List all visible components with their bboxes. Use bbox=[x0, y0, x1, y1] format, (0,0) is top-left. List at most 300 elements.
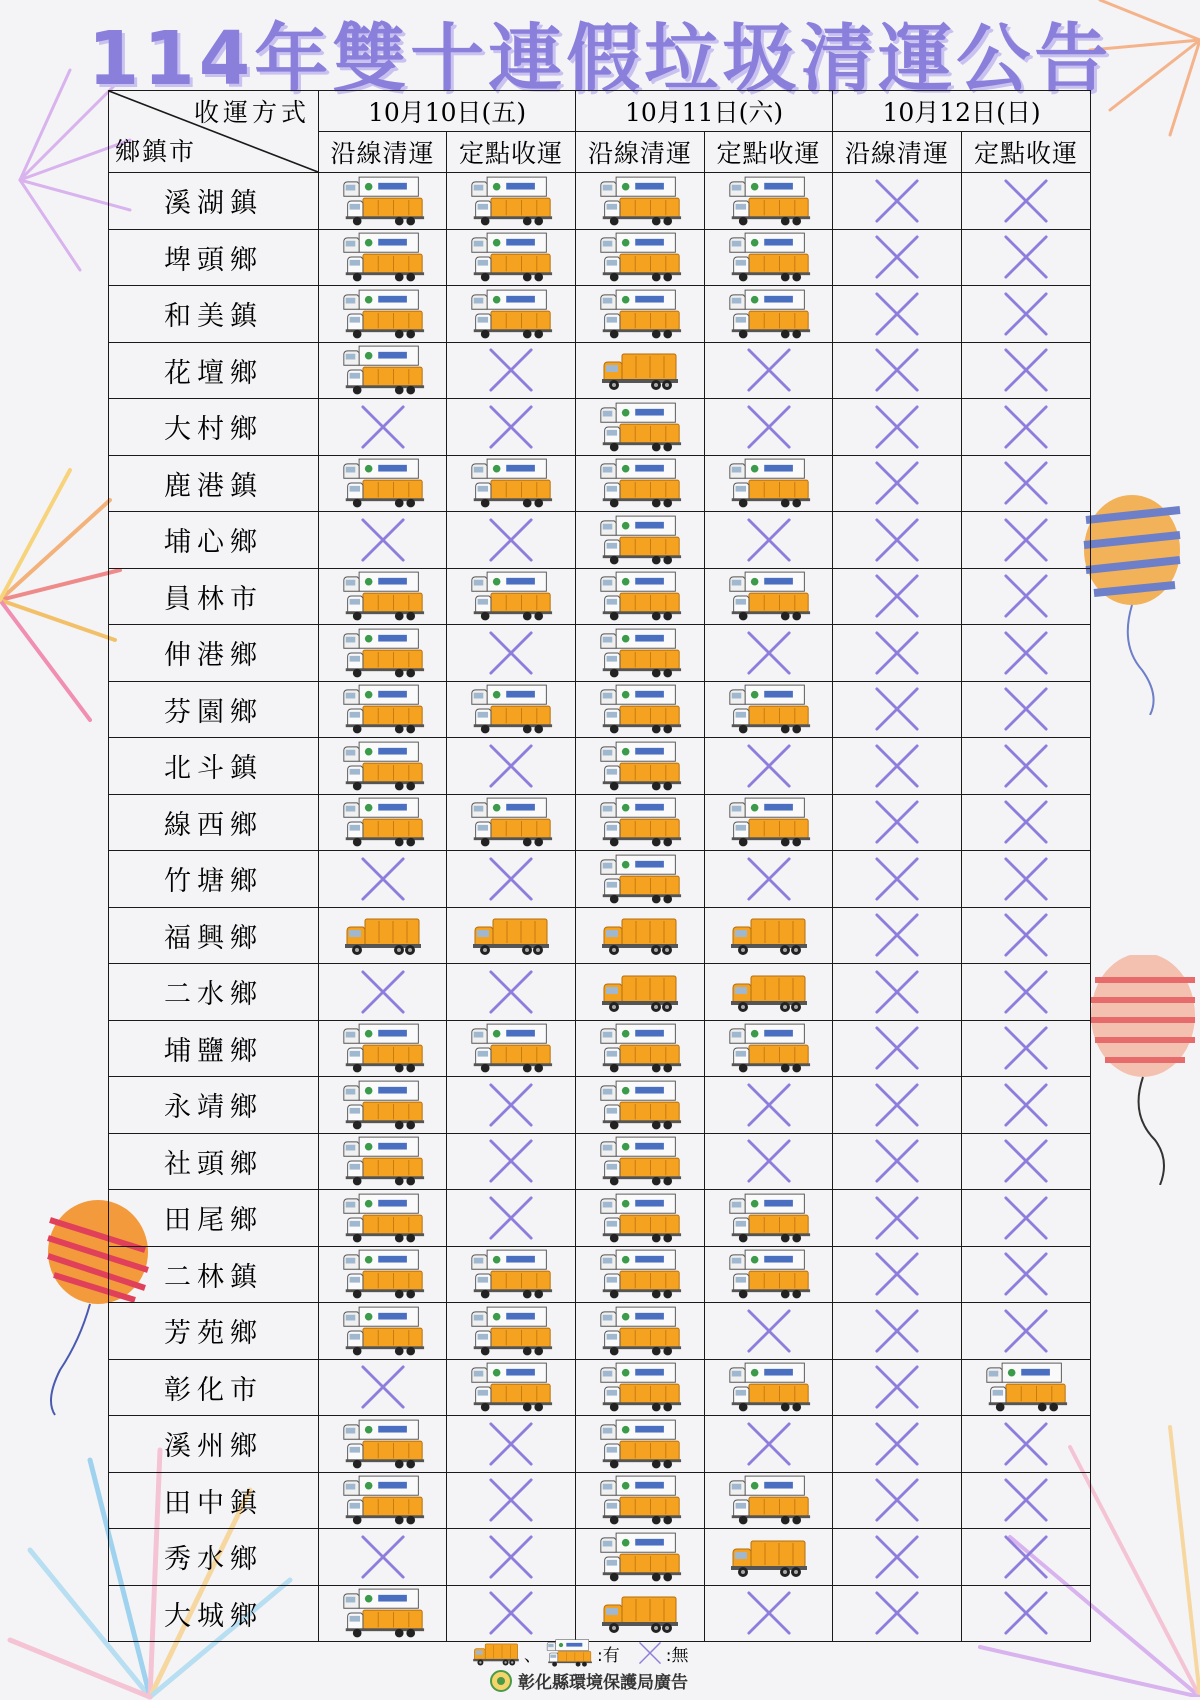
table-row bbox=[109, 342, 1091, 399]
table-row bbox=[109, 681, 1091, 738]
recycling-and-garbage-truck-icon bbox=[576, 571, 704, 621]
status-cell bbox=[576, 286, 705, 343]
table-row bbox=[109, 1133, 1091, 1190]
cross-icon bbox=[705, 516, 832, 564]
cross-icon bbox=[962, 516, 1090, 564]
status-cell bbox=[705, 1246, 833, 1303]
recycling-and-garbage-truck-icon bbox=[705, 232, 832, 282]
sub-header-fixed-point: 定點收運 bbox=[962, 132, 1091, 173]
cross-icon bbox=[962, 1194, 1090, 1242]
status-cell bbox=[833, 455, 962, 512]
recycling-and-garbage-truck-icon bbox=[705, 1249, 832, 1299]
cross-icon bbox=[447, 1589, 575, 1637]
recycling-and-garbage-truck-icon bbox=[705, 458, 832, 508]
cross-icon bbox=[833, 629, 961, 677]
status-cell bbox=[962, 229, 1091, 286]
status-cell bbox=[705, 1472, 833, 1529]
cross-icon bbox=[705, 1307, 832, 1355]
corner-header bbox=[109, 91, 319, 173]
status-cell bbox=[319, 342, 447, 399]
cross-icon bbox=[962, 572, 1090, 620]
status-cell bbox=[447, 1246, 576, 1303]
table-row bbox=[109, 1020, 1091, 1077]
status-cell bbox=[576, 625, 705, 682]
recycling-and-garbage-truck-icon bbox=[576, 176, 704, 226]
town-label: 鄉鎮市 bbox=[115, 137, 197, 166]
cross-icon bbox=[833, 516, 961, 564]
cross-icon bbox=[447, 1137, 575, 1185]
status-cell bbox=[576, 229, 705, 286]
status-cell bbox=[833, 681, 962, 738]
recycling-and-garbage-truck-icon bbox=[447, 1362, 575, 1412]
table-row bbox=[109, 399, 1091, 456]
status-cell bbox=[576, 1529, 705, 1586]
recycling-and-garbage-truck-icon bbox=[576, 515, 704, 565]
status-cell bbox=[833, 1359, 962, 1416]
cross-icon bbox=[319, 1533, 446, 1581]
status-cell bbox=[447, 681, 576, 738]
status-cell bbox=[447, 173, 576, 230]
status-cell bbox=[705, 1303, 833, 1360]
status-cell bbox=[319, 625, 447, 682]
legend bbox=[470, 1638, 690, 1668]
cross-icon bbox=[962, 1250, 1090, 1298]
status-cell bbox=[319, 568, 447, 625]
town-name: 二水鄉 bbox=[109, 964, 319, 1021]
table-row bbox=[109, 625, 1091, 682]
cross-icon bbox=[833, 1533, 961, 1581]
recycling-and-garbage-truck-icon bbox=[576, 232, 704, 282]
status-cell bbox=[705, 1416, 833, 1473]
recycling-and-garbage-truck-icon bbox=[319, 289, 446, 339]
status-cell bbox=[319, 173, 447, 230]
table-row bbox=[109, 1416, 1091, 1473]
status-cell bbox=[447, 1416, 576, 1473]
garbage-truck-icon bbox=[705, 970, 832, 1014]
table-row bbox=[109, 1529, 1091, 1586]
cross-icon bbox=[962, 629, 1090, 677]
table-row bbox=[109, 1585, 1091, 1642]
method-label: 收運方式 bbox=[193, 98, 310, 127]
status-cell bbox=[705, 738, 833, 795]
status-cell bbox=[447, 1303, 576, 1360]
status-cell bbox=[833, 625, 962, 682]
status-cell bbox=[319, 794, 447, 851]
cross-icon bbox=[447, 1533, 575, 1581]
recycling-and-garbage-truck-icon bbox=[447, 1249, 575, 1299]
status-cell bbox=[833, 1303, 962, 1360]
cross-icon bbox=[705, 1589, 832, 1637]
cross-icon bbox=[833, 290, 961, 338]
status-cell bbox=[705, 1077, 833, 1134]
status-cell bbox=[576, 1303, 705, 1360]
status-cell bbox=[962, 907, 1091, 964]
recycling-and-garbage-truck-icon bbox=[319, 1023, 446, 1073]
cross-icon bbox=[833, 459, 961, 507]
recycling-and-garbage-truck-icon bbox=[447, 1023, 575, 1073]
status-cell bbox=[576, 738, 705, 795]
table-row bbox=[109, 907, 1091, 964]
recycling-and-garbage-truck-icon bbox=[319, 1419, 446, 1469]
status-cell bbox=[319, 229, 447, 286]
status-cell bbox=[447, 342, 576, 399]
recycling-and-garbage-truck-icon bbox=[576, 1532, 704, 1582]
recycling-and-garbage-truck-icon bbox=[576, 1249, 704, 1299]
status-cell bbox=[962, 1585, 1091, 1642]
cross-icon bbox=[705, 403, 832, 451]
cross-icon bbox=[962, 403, 1090, 451]
legend-recycling-truck-icon bbox=[545, 1639, 593, 1667]
recycling-and-garbage-truck-icon bbox=[576, 741, 704, 791]
recycling-and-garbage-truck-icon bbox=[576, 289, 704, 339]
status-cell bbox=[576, 1077, 705, 1134]
town-name: 伸港鄉 bbox=[109, 625, 319, 682]
cross-icon bbox=[962, 459, 1090, 507]
status-cell bbox=[833, 286, 962, 343]
table-row bbox=[109, 1303, 1091, 1360]
recycling-and-garbage-truck-icon bbox=[319, 1475, 446, 1525]
status-cell bbox=[705, 399, 833, 456]
status-cell bbox=[447, 1020, 576, 1077]
cross-icon bbox=[833, 798, 961, 846]
garbage-truck-icon bbox=[576, 913, 704, 957]
agency-name: 彰化縣環境保護局廣告 bbox=[518, 1673, 688, 1693]
status-cell bbox=[962, 568, 1091, 625]
recycling-and-garbage-truck-icon bbox=[447, 289, 575, 339]
cross-icon bbox=[962, 233, 1090, 281]
recycling-and-garbage-truck-icon bbox=[576, 1419, 704, 1469]
status-cell bbox=[962, 399, 1091, 456]
recycling-and-garbage-truck-icon bbox=[576, 1023, 704, 1073]
garbage-truck-icon bbox=[576, 348, 704, 392]
recycling-and-garbage-truck-icon bbox=[576, 1362, 704, 1412]
recycling-and-garbage-truck-icon bbox=[705, 684, 832, 734]
status-cell bbox=[576, 399, 705, 456]
cross-icon bbox=[962, 968, 1090, 1016]
status-cell bbox=[576, 1133, 705, 1190]
cross-icon bbox=[833, 1363, 961, 1411]
town-name: 芬園鄉 bbox=[109, 681, 319, 738]
recycling-and-garbage-truck-icon bbox=[705, 571, 832, 621]
recycling-and-garbage-truck-icon bbox=[576, 1080, 704, 1130]
status-cell bbox=[319, 455, 447, 512]
recycling-and-garbage-truck-icon bbox=[576, 1193, 704, 1243]
status-cell bbox=[319, 512, 447, 569]
status-cell bbox=[319, 681, 447, 738]
date-header-2: 10月11日(六) bbox=[576, 91, 833, 132]
town-name: 線西鄉 bbox=[109, 794, 319, 851]
status-cell bbox=[319, 1303, 447, 1360]
cross-icon bbox=[962, 1307, 1090, 1355]
recycling-and-garbage-truck-icon bbox=[447, 1306, 575, 1356]
cross-icon bbox=[962, 346, 1090, 394]
status-cell bbox=[962, 625, 1091, 682]
town-name: 芳苑鄉 bbox=[109, 1303, 319, 1360]
status-cell bbox=[319, 1585, 447, 1642]
status-cell bbox=[319, 399, 447, 456]
cross-icon bbox=[319, 403, 446, 451]
cross-icon bbox=[833, 1420, 961, 1468]
status-cell bbox=[705, 625, 833, 682]
cross-icon bbox=[962, 798, 1090, 846]
sub-header-fixed-point: 定點收運 bbox=[447, 132, 576, 173]
cross-icon bbox=[962, 177, 1090, 225]
status-cell bbox=[705, 851, 833, 908]
town-name: 彰化市 bbox=[109, 1359, 319, 1416]
cross-icon bbox=[962, 290, 1090, 338]
status-cell bbox=[447, 1190, 576, 1247]
table-row bbox=[109, 455, 1091, 512]
recycling-and-garbage-truck-icon bbox=[576, 1306, 704, 1356]
cross-icon bbox=[833, 346, 961, 394]
status-cell bbox=[705, 907, 833, 964]
status-cell bbox=[962, 1529, 1091, 1586]
sub-header-route: 沿線清運 bbox=[833, 132, 962, 173]
status-cell bbox=[833, 738, 962, 795]
town-name: 埔鹽鄉 bbox=[109, 1020, 319, 1077]
legend-has-label: :有 bbox=[597, 1645, 620, 1666]
status-cell bbox=[705, 1020, 833, 1077]
cross-icon bbox=[447, 742, 575, 790]
cross-icon bbox=[705, 1137, 832, 1185]
status-cell bbox=[833, 851, 962, 908]
status-cell bbox=[833, 229, 962, 286]
status-cell bbox=[576, 851, 705, 908]
legend-none-label: :無 bbox=[665, 1645, 689, 1666]
garbage-truck-icon bbox=[705, 913, 832, 957]
recycling-and-garbage-truck-icon bbox=[705, 176, 832, 226]
status-cell bbox=[962, 1133, 1091, 1190]
status-cell bbox=[962, 1020, 1091, 1077]
status-cell bbox=[705, 229, 833, 286]
status-cell bbox=[319, 907, 447, 964]
town-name: 永靖鄉 bbox=[109, 1077, 319, 1134]
status-cell bbox=[576, 342, 705, 399]
balloon-decoration-right-blue bbox=[1080, 495, 1190, 715]
recycling-and-garbage-truck-icon bbox=[319, 684, 446, 734]
status-cell bbox=[447, 794, 576, 851]
status-cell bbox=[576, 964, 705, 1021]
status-cell bbox=[833, 1190, 962, 1247]
schedule-table bbox=[108, 90, 1091, 1642]
recycling-and-garbage-truck-icon bbox=[319, 458, 446, 508]
cross-icon bbox=[833, 572, 961, 620]
status-cell bbox=[833, 512, 962, 569]
status-cell bbox=[962, 851, 1091, 908]
status-cell bbox=[833, 173, 962, 230]
agency-footer bbox=[490, 1668, 688, 1693]
recycling-and-garbage-truck-icon bbox=[576, 797, 704, 847]
status-cell bbox=[447, 455, 576, 512]
status-cell bbox=[447, 1472, 576, 1529]
cross-icon bbox=[447, 1476, 575, 1524]
status-cell bbox=[705, 681, 833, 738]
status-cell bbox=[705, 568, 833, 625]
recycling-and-garbage-truck-icon bbox=[705, 1193, 832, 1243]
cross-icon bbox=[833, 685, 961, 733]
cross-icon bbox=[833, 742, 961, 790]
recycling-and-garbage-truck-icon bbox=[705, 289, 832, 339]
recycling-and-garbage-truck-icon bbox=[319, 232, 446, 282]
status-cell bbox=[705, 512, 833, 569]
recycling-and-garbage-truck-icon bbox=[705, 1475, 832, 1525]
cross-icon bbox=[319, 516, 446, 564]
cross-icon bbox=[705, 1420, 832, 1468]
status-cell bbox=[447, 625, 576, 682]
town-name: 溪州鄉 bbox=[109, 1416, 319, 1473]
status-cell bbox=[962, 173, 1091, 230]
status-cell bbox=[576, 173, 705, 230]
cross-icon bbox=[705, 1081, 832, 1129]
status-cell bbox=[705, 794, 833, 851]
status-cell bbox=[833, 1020, 962, 1077]
status-cell bbox=[833, 568, 962, 625]
status-cell bbox=[962, 1472, 1091, 1529]
cross-icon bbox=[705, 346, 832, 394]
recycling-and-garbage-truck-icon bbox=[576, 684, 704, 734]
status-cell bbox=[705, 1133, 833, 1190]
status-cell bbox=[962, 794, 1091, 851]
recycling-and-garbage-truck-icon bbox=[319, 176, 446, 226]
status-cell bbox=[319, 964, 447, 1021]
status-cell bbox=[319, 1190, 447, 1247]
garbage-truck-icon bbox=[576, 1591, 704, 1635]
date-header-3: 10月12日(日) bbox=[833, 91, 1091, 132]
cross-icon bbox=[962, 1420, 1090, 1468]
cross-icon bbox=[833, 177, 961, 225]
status-cell bbox=[576, 1416, 705, 1473]
date-header-1: 10月10日(五) bbox=[319, 91, 576, 132]
status-cell bbox=[962, 1303, 1091, 1360]
status-cell bbox=[833, 399, 962, 456]
status-cell bbox=[447, 1529, 576, 1586]
status-cell bbox=[833, 1472, 962, 1529]
table-row bbox=[109, 964, 1091, 1021]
status-cell bbox=[962, 1416, 1091, 1473]
recycling-and-garbage-truck-icon bbox=[319, 1193, 446, 1243]
status-cell bbox=[833, 907, 962, 964]
recycling-and-garbage-truck-icon bbox=[319, 1136, 446, 1186]
status-cell bbox=[576, 1020, 705, 1077]
status-cell bbox=[962, 1077, 1091, 1134]
status-cell bbox=[962, 512, 1091, 569]
recycling-and-garbage-truck-icon bbox=[447, 458, 575, 508]
cross-icon bbox=[833, 1137, 961, 1185]
town-name: 秀水鄉 bbox=[109, 1529, 319, 1586]
status-cell bbox=[447, 1585, 576, 1642]
recycling-and-garbage-truck-icon bbox=[447, 684, 575, 734]
recycling-and-garbage-truck-icon bbox=[447, 797, 575, 847]
town-name: 社頭鄉 bbox=[109, 1133, 319, 1190]
cross-icon bbox=[962, 1081, 1090, 1129]
cross-icon bbox=[833, 233, 961, 281]
cross-icon bbox=[833, 911, 961, 959]
status-cell bbox=[962, 1246, 1091, 1303]
status-cell bbox=[319, 1246, 447, 1303]
status-cell bbox=[576, 907, 705, 964]
balloon-decoration-right-pink bbox=[1085, 955, 1195, 1185]
status-cell bbox=[447, 568, 576, 625]
status-cell bbox=[576, 455, 705, 512]
status-cell bbox=[576, 1190, 705, 1247]
recycling-and-garbage-truck-icon bbox=[576, 628, 704, 678]
table-row bbox=[109, 286, 1091, 343]
cross-icon bbox=[705, 855, 832, 903]
cross-icon bbox=[962, 911, 1090, 959]
cross-icon bbox=[319, 855, 446, 903]
recycling-and-garbage-truck-icon bbox=[962, 1362, 1090, 1412]
recycling-and-garbage-truck-icon bbox=[705, 797, 832, 847]
status-cell bbox=[447, 1077, 576, 1134]
status-cell bbox=[576, 512, 705, 569]
recycling-and-garbage-truck-icon bbox=[576, 1136, 704, 1186]
table-row bbox=[109, 1359, 1091, 1416]
cross-icon bbox=[447, 855, 575, 903]
table-row bbox=[109, 794, 1091, 851]
status-cell bbox=[447, 1133, 576, 1190]
status-cell bbox=[833, 1416, 962, 1473]
recycling-and-garbage-truck-icon bbox=[447, 176, 575, 226]
cross-icon bbox=[447, 346, 575, 394]
status-cell bbox=[705, 1529, 833, 1586]
status-cell bbox=[705, 1190, 833, 1247]
schedule-rows bbox=[109, 173, 1091, 1642]
status-cell bbox=[319, 1472, 447, 1529]
status-cell bbox=[833, 342, 962, 399]
cross-icon bbox=[833, 1194, 961, 1242]
cross-icon bbox=[833, 1024, 961, 1072]
status-cell bbox=[705, 455, 833, 512]
status-cell bbox=[576, 1585, 705, 1642]
town-name: 田尾鄉 bbox=[109, 1190, 319, 1247]
status-cell bbox=[833, 1077, 962, 1134]
status-cell bbox=[447, 1359, 576, 1416]
recycling-and-garbage-truck-icon bbox=[447, 232, 575, 282]
status-cell bbox=[319, 1359, 447, 1416]
table-row bbox=[109, 1077, 1091, 1134]
recycling-and-garbage-truck-icon bbox=[576, 402, 704, 452]
cross-icon bbox=[833, 855, 961, 903]
status-cell bbox=[576, 568, 705, 625]
status-cell bbox=[833, 1133, 962, 1190]
cross-icon bbox=[833, 1081, 961, 1129]
town-name: 福興鄉 bbox=[109, 907, 319, 964]
cross-icon bbox=[705, 742, 832, 790]
recycling-and-garbage-truck-icon bbox=[319, 628, 446, 678]
recycling-and-garbage-truck-icon bbox=[319, 345, 446, 395]
status-cell bbox=[833, 1246, 962, 1303]
legend-truck-icon bbox=[472, 1640, 520, 1667]
page-title: 114年雙十連假垃圾清運公告 bbox=[87, 16, 1113, 102]
status-cell bbox=[576, 794, 705, 851]
status-cell bbox=[319, 1133, 447, 1190]
cross-icon bbox=[447, 403, 575, 451]
status-cell bbox=[576, 681, 705, 738]
status-cell bbox=[705, 1585, 833, 1642]
recycling-and-garbage-truck-icon bbox=[705, 1023, 832, 1073]
cross-icon bbox=[962, 1024, 1090, 1072]
cross-icon bbox=[962, 742, 1090, 790]
recycling-and-garbage-truck-icon bbox=[319, 741, 446, 791]
cross-icon bbox=[962, 1476, 1090, 1524]
cross-icon bbox=[833, 1250, 961, 1298]
garbage-truck-icon bbox=[576, 970, 704, 1014]
recycling-and-garbage-truck-icon bbox=[576, 854, 704, 904]
table-row bbox=[109, 1472, 1091, 1529]
status-cell bbox=[962, 286, 1091, 343]
cross-icon bbox=[962, 1137, 1090, 1185]
cross-icon bbox=[962, 855, 1090, 903]
